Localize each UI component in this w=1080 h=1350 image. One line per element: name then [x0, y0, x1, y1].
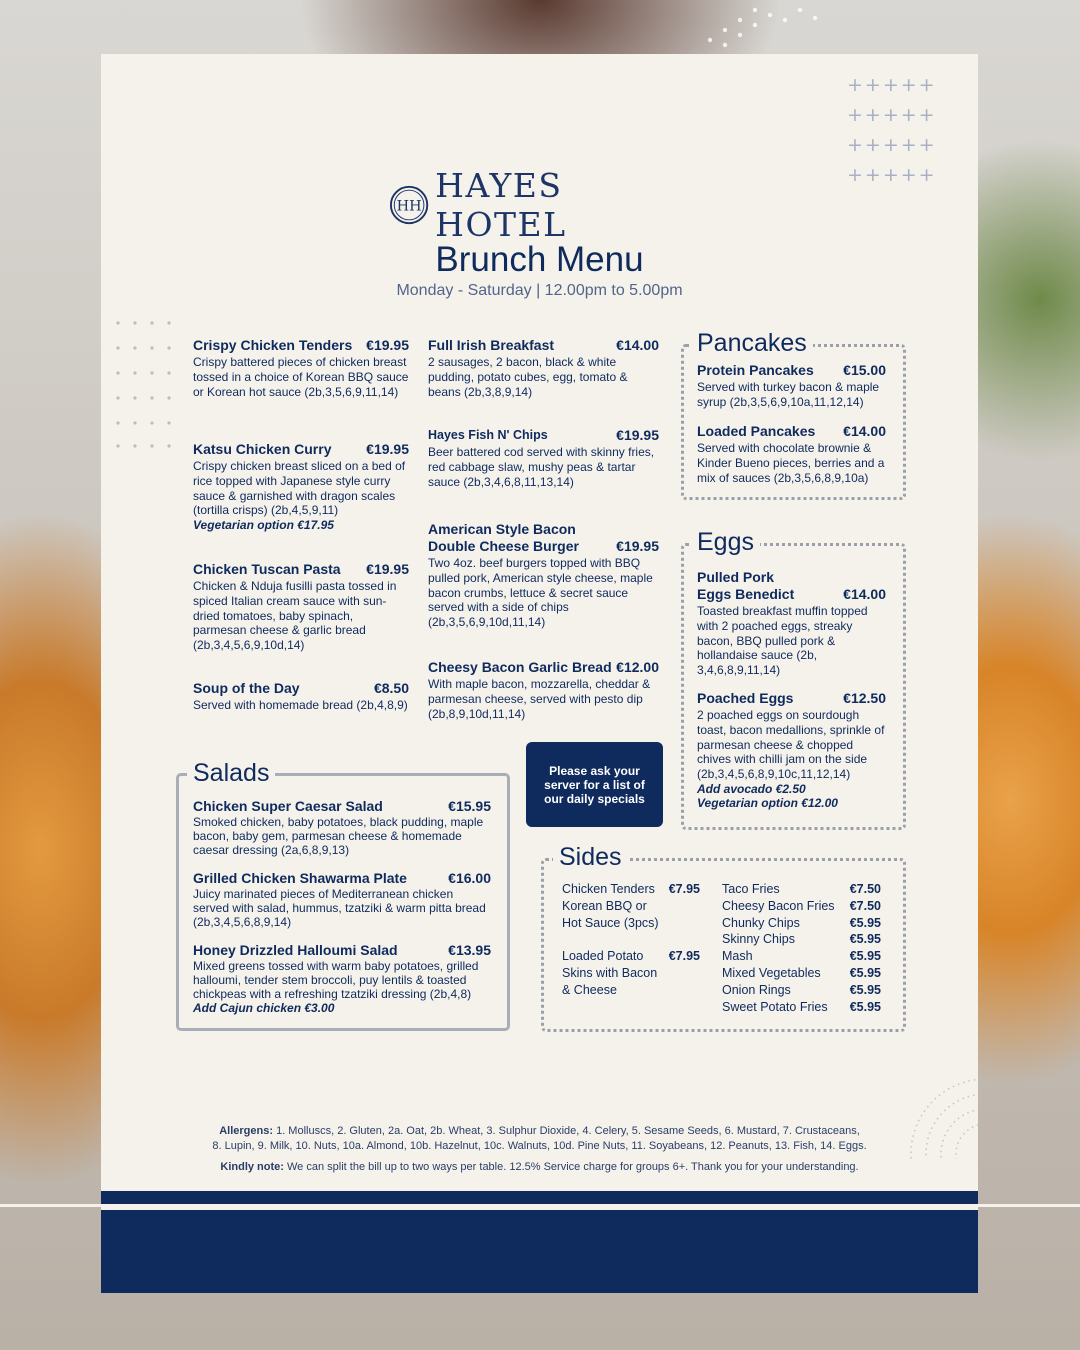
sides-title: Sides [553, 843, 628, 871]
side-item [722, 982, 881, 999]
side-price: €7.50 [849, 882, 881, 896]
side-price: €7.95 [668, 882, 700, 896]
side-price: €5.95 [849, 999, 881, 1014]
item-description: Beer battered cod served with skinny fries, red cabbage slaw, mushy peas & tartar sauce (2b,3,4,6,8,11,13,14) [428, 445, 655, 489]
item-price: €14.00 [843, 423, 886, 439]
item-note: Vegetarian option €17.95 [193, 518, 334, 533]
side-name: Onion Rings [722, 982, 791, 997]
item-description: Juicy marinated pieces of Mediterranean chicken served with salad, hummus, tzatziki & warm pitta bread (2b,3,4,5,6,8,9,14) [193, 887, 486, 929]
eggs-title: Eggs [691, 528, 760, 556]
salads-title: Salads [187, 759, 275, 787]
item-price: €15.95 [448, 798, 491, 814]
kindly-note [101, 1161, 978, 1173]
item-name: Hayes Fish N' Chips [428, 428, 548, 442]
item-price: €19.95 [616, 427, 659, 443]
item-name: Poached Eggs [697, 690, 794, 706]
item-description: Served with chocolate brownie & Kinder Bueno pieces, berries and a mix of sauces (2b,3,5,6,8,9,10a) [697, 441, 885, 485]
item-name: Loaded Pancakes [697, 423, 816, 439]
item-price: €19.95 [366, 441, 409, 457]
side-item [722, 948, 881, 965]
item-name: Eggs Benedict [697, 586, 795, 602]
side-name: Loaded Potato [562, 949, 644, 964]
item-description: Two 4oz. beef burgers topped with BBQ pulled pork, American style cheese, maple bacon crumbs, lettuce & secret sauce served with a side of chips (2b,3,5,6,9,10d,11,14) [428, 556, 653, 630]
side-name: & Cheese [562, 982, 617, 997]
side-item [722, 965, 881, 982]
item-price: €12.00 [616, 659, 659, 675]
divider-line [0, 1204, 1080, 1207]
menu-item [428, 659, 659, 721]
side-name: Cheesy Bacon Fries [722, 898, 835, 913]
item-name-line1: Pulled Pork [697, 569, 775, 585]
item-name: Soup of the Day [193, 680, 300, 696]
item-price: €15.00 [843, 362, 886, 378]
side-name: Mixed Vegetables [722, 965, 821, 980]
menu-item [193, 870, 491, 929]
item-note: Vegetarian option €12.00 [697, 796, 838, 811]
kindly-text: We can split the bill up to two ways per table. 12.5% Service charge for groups 6+. Thank you for your understanding. [287, 1161, 859, 1173]
item-price: €19.95 [616, 538, 659, 554]
footer-stripe [101, 1191, 978, 1205]
item-name: Katsu Chicken Curry [193, 441, 332, 457]
dot-grid-decoration [115, 320, 185, 450]
side-item [722, 898, 881, 915]
menu-item [697, 690, 886, 811]
menu-item [193, 798, 491, 857]
hotel-logo [389, 166, 694, 244]
item-name: Grilled Chicken Shawarma Plate [193, 870, 407, 886]
item-price: €8.50 [373, 680, 409, 696]
allergens-label: Allergens: [219, 1125, 274, 1137]
page-title: Brunch Menu [435, 240, 644, 279]
monogram-icon [389, 184, 429, 226]
hotel-name: HAYES HOTEL [435, 166, 567, 244]
side-item [722, 999, 881, 1016]
menu-item [193, 441, 409, 533]
item-name: Chicken Super Caesar Salad [193, 798, 383, 814]
item-description: 2 poached eggs on sourdough toast, bacon medallions, sprinkle of parmesan cheese & chopped chives with chilli jam on the side (2b,3,4,5,6,8,9,10c,11,12,14) [697, 708, 885, 782]
item-name: Crispy Chicken Tenders [193, 337, 353, 353]
item-description: Smoked chicken, baby potatoes, black pudding, maple bacon, baby gem, parmesan cheese & homemade caesar dressing (2a,6,8,9,13) [193, 815, 484, 857]
decorative-dots [700, 0, 840, 50]
item-description: Toasted breakfast muffin topped with 2 poached eggs, streaky bacon, BBQ pulled pork & hollandaise sauce (2b, 3,4,6,8,9,11,14) [697, 604, 868, 678]
menu-item [193, 942, 491, 1016]
side-price: €5.95 [849, 982, 881, 997]
side-price: €5.95 [849, 965, 881, 980]
side-name: Skinny Chips [722, 932, 795, 947]
plus-grid-decoration: +++++ +++++ +++++ +++++ [847, 74, 937, 186]
menu-item [697, 569, 886, 678]
item-description: 2 sausages, 2 bacon, black & white pudding, potato cubes, egg, tomato & beans (2b,3,8,9,14) [428, 355, 628, 399]
menu-item [193, 561, 409, 653]
item-name: Full Irish Breakfast [428, 337, 555, 353]
item-description: Crispy chicken breast sliced on a bed of rice topped with Japanese style curry sauce & garnished with dragon scales (tortilla crisps) (2b,4,5,9,11) [193, 459, 406, 518]
item-description: Chicken & Nduja fusilli pasta tossed in spiced Italian cream sauce with sun-dried tomatoes, baby spinach, parmesan cheese & garlic bread (2b,3,4,5,6,9,10d,14) [193, 579, 397, 653]
side-price: €7.50 [849, 898, 881, 913]
side-item [722, 881, 881, 898]
item-name: Double Cheese Burger [428, 538, 579, 554]
side-name: Hot Sauce (3pcs) [562, 915, 659, 930]
item-description: Crispy battered pieces of chicken breast tossed in a choice of Korean BBQ sauce or Korean hot sauce (2b,3,5,6,9,11,14) [193, 355, 409, 399]
item-description: Served with turkey bacon & maple syrup (2b,3,5,6,9,10a,11,12,14) [697, 380, 880, 409]
menu-item [697, 362, 886, 410]
kindly-label: Kindly note: [220, 1161, 284, 1173]
item-price: €16.00 [448, 870, 491, 886]
sides-left-column [562, 881, 700, 999]
side-name: Taco Fries [722, 882, 780, 896]
item-name-line1: American Style Bacon [428, 521, 576, 537]
item-name: Honey Drizzled Halloumi Salad [193, 942, 398, 958]
daily-specials-callout: Please ask your server for a list of our daily specials [526, 742, 663, 827]
menu-item [428, 427, 659, 489]
item-description: Mixed greens tossed with warm baby potatoes, grilled halloumi, tender stem broccoli, puy lentils & toasted chickpeas with a refreshing tzatziki dressing (2b,4,8) [193, 959, 479, 1001]
side-item [722, 915, 881, 932]
allergens-info [101, 1124, 978, 1153]
menu-item [697, 423, 886, 485]
side-name: Mash [722, 949, 753, 964]
side-name: Korean BBQ or [562, 898, 647, 913]
item-note: Add Cajun chicken €3.00 [193, 1001, 335, 1016]
side-price: €5.95 [849, 949, 881, 964]
menu-item [428, 521, 659, 630]
side-item [722, 931, 881, 948]
item-price: €14.00 [616, 337, 659, 353]
svg-text:HH: HH [396, 198, 422, 215]
item-price: €13.95 [448, 942, 491, 958]
allergens-line1: 1. Molluscs, 2. Gluten, 2a. Oat, 2b. Wheat, 3. Sulphur Dioxide, 4. Celery, 5. Sesame Seeds, 6. Mustard, 7. Crustaceans, [276, 1125, 860, 1137]
item-name: Chicken Tuscan Pasta [193, 561, 341, 577]
item-name: Protein Pancakes [697, 362, 814, 378]
side-price: €5.95 [849, 932, 881, 947]
side-name: Skins with Bacon [562, 966, 658, 981]
menu-panel [101, 54, 978, 1293]
opening-hours: Monday - Saturday | 12.00pm to 5.00pm [396, 282, 683, 299]
menu-item [193, 680, 409, 713]
side-name: Sweet Potato Fries [722, 999, 828, 1014]
side-price: €5.95 [849, 915, 881, 930]
item-price: €19.95 [366, 337, 409, 353]
menu-item [193, 337, 409, 399]
item-name: Cheesy Bacon Garlic Bread [428, 659, 612, 675]
side-item [562, 948, 700, 965]
side-price: €7.95 [668, 949, 700, 964]
menu-item [428, 337, 659, 399]
item-price: €14.00 [843, 586, 886, 602]
item-description: Served with homemade bread (2b,4,8,9) [193, 698, 408, 712]
side-item [562, 881, 700, 898]
footer-band [101, 1210, 978, 1293]
item-note: Add avocado €2.50 [697, 781, 806, 796]
allergens-line2: 8. Lupin, 9. Milk, 10. Nuts, 10a. Almond, 10b. Hazelnut, 10c. Walnuts, 10d. Pine Nuts, 11. Soyabeans, 12. Peanuts, 13. Fish, 14. Eggs. [212, 1139, 867, 1152]
item-price: €19.95 [366, 561, 409, 577]
side-name: Chicken Tenders [562, 882, 655, 896]
item-description: With maple bacon, mozzarella, cheddar & parmesan cheese, served with pesto dip (2b,8,9,10d,11,14) [428, 677, 651, 721]
sides-right-column [722, 881, 881, 1015]
pancakes-title: Pancakes [691, 329, 813, 357]
side-name: Chunky Chips [722, 915, 800, 930]
item-price: €12.50 [843, 690, 886, 706]
